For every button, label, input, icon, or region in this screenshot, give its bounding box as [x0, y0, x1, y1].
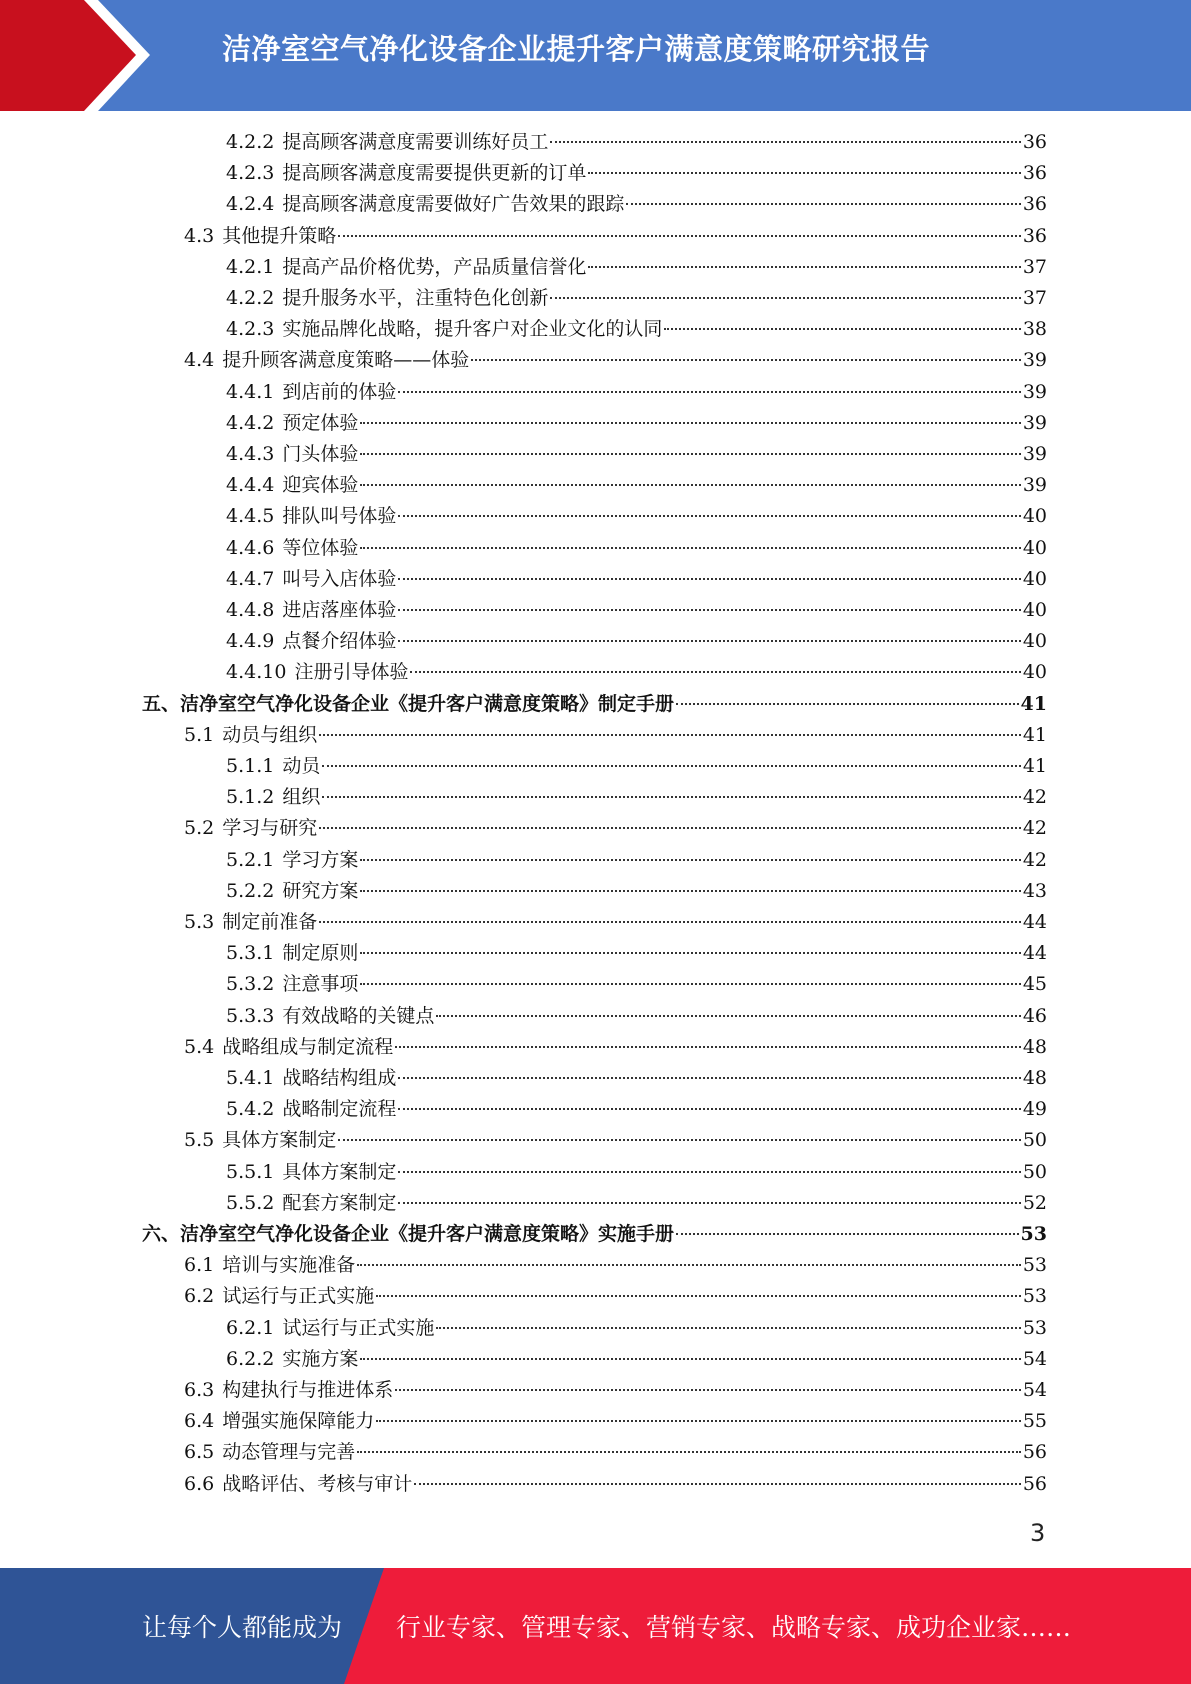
toc-subsection-entry[interactable] [226, 845, 1047, 876]
toc-dot-leader [398, 609, 1020, 611]
toc-entry-number: 6.3 [184, 1379, 215, 1401]
toc-subsection-entry[interactable] [226, 252, 1047, 283]
toc-entry-number: 6.2.2 [226, 1347, 275, 1370]
toc-subsection-entry[interactable] [226, 283, 1047, 314]
footer-slogan-left: 让每个人都能成为 [142, 1613, 343, 1642]
footer-slogan-right: 行业专家、管理专家、营销专家、战略专家、成功企业家…… [396, 1613, 1072, 1642]
toc-entry-number: 4.2.3 [226, 162, 275, 185]
toc-entry-number: 4.4.5 [226, 505, 275, 528]
toc-entry-title: 提升服务水平，注重特色化创新 [282, 287, 549, 309]
toc-entry-number: 5.4 [184, 1035, 215, 1058]
toc-entry-page: 53 [1022, 1254, 1047, 1277]
toc-subsection-entry[interactable] [226, 876, 1047, 907]
toc-section-entry[interactable] [184, 907, 1047, 938]
toc-entry-title: 学习方案 [282, 848, 359, 871]
toc-entry-number: 5.5.1 [226, 1160, 275, 1183]
toc-entry-page: 40 [1022, 536, 1047, 559]
toc-dot-leader [322, 765, 1020, 767]
toc-dot-leader [360, 1358, 1020, 1360]
page-number: 3 [1030, 1519, 1046, 1547]
toc-subsection-entry[interactable] [226, 938, 1047, 969]
toc-entry-number: 4.4.7 [226, 567, 275, 590]
toc-entry-number: 6.5 [184, 1441, 215, 1464]
toc-entry-title: 研究方案 [282, 879, 359, 902]
toc-entry-title: 配套方案制定 [282, 1191, 397, 1214]
toc-entry-number: 4.2.2 [226, 131, 275, 153]
toc-dot-leader [360, 422, 1020, 424]
toc-chapter-entry[interactable] [142, 1219, 1047, 1250]
toc-subsection-entry[interactable] [226, 439, 1047, 470]
toc-subsection-entry[interactable] [226, 626, 1047, 657]
toc-dot-leader [436, 1015, 1020, 1017]
toc-entry-number: 5.5.2 [226, 1191, 275, 1214]
toc-section-entry[interactable] [184, 1032, 1047, 1063]
toc-dot-leader [398, 1171, 1020, 1173]
toc-entry-title: 到店前的体验 [282, 380, 397, 403]
toc-entry-title: 战略结构组成 [282, 1067, 397, 1089]
toc-dot-leader [398, 1202, 1020, 1204]
toc-dot-leader [360, 890, 1020, 892]
toc-section-entry[interactable] [184, 1281, 1047, 1312]
toc-subsection-entry[interactable] [226, 1157, 1047, 1188]
toc-subsection-entry[interactable] [226, 127, 1047, 158]
toc-entry-title: 洁净室空气净化设备企业《提升客户满意度策略》制定手册 [180, 692, 675, 715]
toc-section-entry[interactable] [184, 1469, 1047, 1500]
toc-entry-title: 组织 [282, 786, 321, 809]
toc-dot-leader [664, 328, 1020, 330]
toc-dot-leader [550, 141, 1020, 143]
toc-entry-page: 52 [1022, 1191, 1047, 1214]
toc-subsection-entry[interactable] [226, 1063, 1047, 1094]
toc-entry-page: 36 [1022, 193, 1047, 216]
toc-entry-title: 实施方案 [282, 1347, 359, 1370]
toc-entry-number: 6.4 [184, 1410, 215, 1433]
toc-section-entry[interactable] [184, 1437, 1047, 1468]
toc-subsection-entry[interactable] [226, 595, 1047, 626]
toc-entry-title: 等位体验 [282, 536, 359, 559]
toc-subsection-entry[interactable] [226, 189, 1047, 220]
toc-entry-number: 4.3 [184, 224, 215, 247]
toc-entry-page: 44 [1022, 942, 1047, 965]
toc-dot-leader [414, 1483, 1021, 1485]
toc-entry-page: 48 [1022, 1067, 1047, 1089]
toc-subsection-entry[interactable] [226, 782, 1047, 813]
toc-entry-title: 学习与研究 [222, 817, 318, 840]
toc-entry-page: 39 [1022, 474, 1047, 497]
toc-entry-page: 41 [1022, 755, 1047, 777]
toc-entry-page: 46 [1022, 1004, 1047, 1027]
toc-subsection-entry[interactable] [226, 1001, 1047, 1032]
toc-dot-leader [588, 172, 1020, 174]
header-chevron-decoration [0, 0, 160, 111]
toc-entry-number: 4.4.1 [226, 380, 275, 403]
toc-entry-page: 44 [1022, 911, 1047, 933]
toc-subsection-entry[interactable] [226, 158, 1047, 189]
toc-entry-title: 战略评估、考核与审计 [222, 1472, 413, 1495]
header-banner [0, 0, 1191, 111]
toc-entry-number: 4.2.2 [226, 287, 275, 309]
toc-entry-title: 迎宾体验 [282, 474, 359, 497]
toc-entry-title: 叫号入店体验 [282, 567, 397, 590]
toc-section-entry[interactable] [184, 1250, 1047, 1281]
toc-entry-number: 5.3.2 [226, 973, 275, 996]
toc-entry-title: 试运行与正式实施 [282, 1316, 435, 1339]
toc-entry-number: 5.3.1 [226, 942, 275, 965]
toc-entry-title: 提高产品价格优势，产品质量信誉化 [282, 255, 587, 278]
toc-entry-page: 50 [1022, 1129, 1047, 1152]
toc-entry-page: 54 [1022, 1379, 1047, 1401]
toc-entry-page: 40 [1022, 567, 1047, 590]
toc-entry-number: 5.1.1 [226, 755, 275, 777]
toc-entry-page: 43 [1022, 879, 1047, 902]
toc-entry-number: 4.2.1 [226, 255, 275, 278]
toc-subsection-entry[interactable] [226, 1188, 1047, 1219]
toc-entry-number: 5.4.2 [226, 1098, 275, 1121]
toc-entry-number: 5.4.1 [226, 1067, 275, 1089]
toc-entry-title: 门头体验 [282, 443, 359, 465]
toc-dot-leader [550, 297, 1020, 299]
toc-entry-title: 提升顾客满意度策略——体验 [222, 349, 470, 372]
toc-subsection-entry[interactable] [226, 1313, 1047, 1344]
toc-subsection-entry[interactable] [226, 1344, 1047, 1375]
toc-dot-leader [395, 1389, 1021, 1391]
toc-entry-page: 48 [1022, 1035, 1047, 1058]
toc-entry-page: 36 [1022, 162, 1047, 185]
toc-dot-leader [357, 1451, 1021, 1453]
toc-entry-title: 预定体验 [282, 411, 359, 434]
toc-entry-number: 6.2 [184, 1285, 215, 1308]
toc-dot-leader [360, 453, 1020, 455]
toc-subsection-entry[interactable] [226, 377, 1047, 408]
toc-entry-number: 5.1.2 [226, 786, 275, 809]
toc-entry-number: 4.4.6 [226, 536, 275, 559]
toc-dot-leader [319, 734, 1021, 736]
toc-entry-page: 53 [1020, 1223, 1047, 1245]
toc-entry-title: 实施品牌化战略，提升客户对企业文化的认同 [282, 318, 663, 341]
toc-entry-title: 注意事项 [282, 973, 359, 996]
toc-dot-leader [676, 703, 1019, 705]
toc-subsection-entry[interactable] [226, 1094, 1047, 1125]
toc-dot-leader [398, 640, 1020, 642]
toc-entry-page: 40 [1022, 505, 1047, 528]
toc-entry-number: 4.4.4 [226, 474, 275, 497]
toc-subsection-entry[interactable] [226, 314, 1047, 345]
toc-entry-title: 制定前准备 [222, 911, 318, 933]
toc-entry-page: 45 [1022, 973, 1047, 996]
toc-section-entry[interactable] [184, 221, 1047, 252]
toc-dot-leader [676, 1233, 1019, 1235]
toc-entry-number: 4.2.3 [226, 318, 275, 341]
toc-subsection-entry[interactable] [226, 408, 1047, 439]
toc-entry-number: 五、 [142, 692, 181, 715]
toc-entry-number: 5.2.2 [226, 879, 275, 902]
toc-entry-page: 40 [1022, 599, 1047, 621]
toc-subsection-entry[interactable] [226, 501, 1047, 532]
toc-subsection-entry[interactable] [226, 470, 1047, 501]
toc-entry-page: 42 [1022, 848, 1047, 871]
toc-entry-title: 战略组成与制定流程 [222, 1035, 394, 1058]
toc-entry-page: 36 [1022, 131, 1047, 153]
toc-entry-number: 5.3.3 [226, 1004, 275, 1027]
toc-entry-title: 洁净室空气净化设备企业《提升客户满意度策略》实施手册 [180, 1223, 675, 1245]
toc-dot-leader [398, 391, 1020, 393]
toc-entry-page: 37 [1022, 287, 1047, 309]
toc-entry-title: 进店落座体验 [282, 599, 397, 621]
toc-entry-title: 点餐介绍体验 [282, 630, 397, 653]
toc-dot-leader [360, 484, 1020, 486]
toc-section-entry[interactable] [184, 720, 1047, 751]
toc-dot-leader [376, 1295, 1021, 1297]
toc-dot-leader [319, 921, 1021, 923]
toc-entry-page: 54 [1022, 1347, 1047, 1370]
toc-entry-title: 战略制定流程 [282, 1098, 397, 1121]
toc-entry-title: 其他提升策略 [222, 224, 337, 247]
toc-entry-page: 42 [1022, 817, 1047, 840]
toc-dot-leader [338, 1139, 1021, 1141]
toc-entry-title: 提高顾客满意度需要做好广告效果的跟踪 [282, 193, 625, 216]
toc-dot-leader [360, 983, 1020, 985]
toc-entry-number: 4.4.3 [226, 443, 275, 465]
toc-entry-number: 4.4.2 [226, 411, 275, 434]
toc-dot-leader [436, 1327, 1020, 1329]
toc-dot-leader [398, 1077, 1020, 1079]
toc-entry-page: 40 [1022, 661, 1047, 684]
toc-entry-page: 39 [1022, 349, 1047, 372]
toc-entry-number: 5.5 [184, 1129, 215, 1152]
toc-entry-page: 41 [1020, 692, 1047, 715]
toc-entry-title: 动员与组织 [222, 723, 318, 746]
toc-entry-title: 注册引导体验 [294, 661, 409, 684]
toc-entry-number: 六、 [142, 1223, 181, 1245]
toc-entry-title: 动员 [282, 755, 321, 777]
toc-entry-number: 5.2 [184, 817, 215, 840]
toc-dot-leader [626, 203, 1020, 205]
document-title: 洁净室空气净化设备企业提升客户满意度策略研究报告 [222, 32, 931, 66]
toc-chapter-entry[interactable] [142, 689, 1047, 720]
toc-section-entry[interactable] [184, 345, 1047, 376]
toc-section-entry[interactable] [184, 1406, 1047, 1437]
toc-entry-page: 53 [1022, 1285, 1047, 1308]
toc-dot-leader [410, 671, 1020, 673]
toc-entry-page: 40 [1022, 630, 1047, 653]
toc-entry-number: 4.4 [184, 349, 215, 372]
toc-entry-page: 53 [1022, 1316, 1047, 1339]
toc-entry-page: 36 [1022, 224, 1047, 247]
toc-entry-page: 37 [1022, 255, 1047, 278]
toc-entry-title: 提高顾客满意度需要提供更新的订单 [282, 162, 587, 185]
toc-dot-leader [360, 547, 1020, 549]
toc-subsection-entry[interactable] [226, 533, 1047, 564]
toc-dot-leader [398, 1108, 1020, 1110]
toc-entry-number: 4.4.9 [226, 630, 275, 653]
toc-entry-number: 6.6 [184, 1472, 215, 1495]
toc-dot-leader [376, 1420, 1021, 1422]
toc-dot-leader [398, 515, 1020, 517]
toc-subsection-entry[interactable] [226, 751, 1047, 782]
toc-entry-number: 5.2.1 [226, 848, 275, 871]
toc-entry-page: 41 [1022, 723, 1047, 746]
toc-entry-title: 增强实施保障能力 [222, 1410, 375, 1433]
toc-dot-leader [322, 796, 1020, 798]
toc-entry-page: 42 [1022, 786, 1047, 809]
toc-section-entry[interactable] [184, 813, 1047, 844]
toc-subsection-entry[interactable] [226, 969, 1047, 1000]
toc-section-entry[interactable] [184, 1125, 1047, 1156]
toc-entry-title: 制定原则 [282, 942, 359, 965]
toc-entry-page: 55 [1022, 1410, 1047, 1433]
toc-entry-title: 具体方案制定 [282, 1160, 397, 1183]
toc-entry-title: 试运行与正式实施 [222, 1285, 375, 1308]
toc-entry-page: 39 [1022, 380, 1047, 403]
toc-entry-page: 50 [1022, 1160, 1047, 1183]
toc-subsection-entry[interactable] [226, 657, 1047, 688]
toc-dot-leader [471, 359, 1021, 361]
toc-entry-number: 5.1 [184, 723, 215, 746]
toc-entry-number: 6.2.1 [226, 1316, 275, 1339]
toc-entry-title: 培训与实施准备 [222, 1254, 356, 1277]
toc-entry-page: 56 [1022, 1441, 1047, 1464]
toc-dot-leader [338, 235, 1021, 237]
toc-subsection-entry[interactable] [226, 564, 1047, 595]
toc-entry-title: 动态管理与完善 [222, 1441, 356, 1464]
toc-entry-page: 39 [1022, 411, 1047, 434]
toc-entry-title: 有效战略的关键点 [282, 1004, 435, 1027]
toc-dot-leader [319, 827, 1021, 829]
toc-dot-leader [357, 1264, 1021, 1266]
toc-entry-title: 提高顾客满意度需要训练好员工 [282, 131, 549, 153]
toc-entry-number: 6.1 [184, 1254, 215, 1277]
footer-banner [0, 1568, 1191, 1684]
toc-entry-page: 38 [1022, 318, 1047, 341]
toc-entry-title: 排队叫号体验 [282, 505, 397, 528]
toc-entry-title: 构建执行与推进体系 [222, 1379, 394, 1401]
toc-dot-leader [588, 266, 1020, 268]
toc-entry-page: 56 [1022, 1472, 1047, 1495]
toc-dot-leader [360, 952, 1020, 954]
toc-dot-leader [360, 859, 1020, 861]
toc-entry-number: 4.4.10 [226, 661, 287, 684]
toc-entry-number: 4.2.4 [226, 193, 275, 216]
toc-entry-title: 具体方案制定 [222, 1129, 337, 1152]
toc-dot-leader [398, 578, 1020, 580]
toc-section-entry[interactable] [184, 1375, 1047, 1406]
toc-dot-leader [395, 1046, 1021, 1048]
toc-entry-page: 49 [1022, 1098, 1047, 1121]
toc-entry-number: 4.4.8 [226, 599, 275, 621]
toc-entry-number: 5.3 [184, 911, 215, 933]
toc-entry-page: 39 [1022, 443, 1047, 465]
